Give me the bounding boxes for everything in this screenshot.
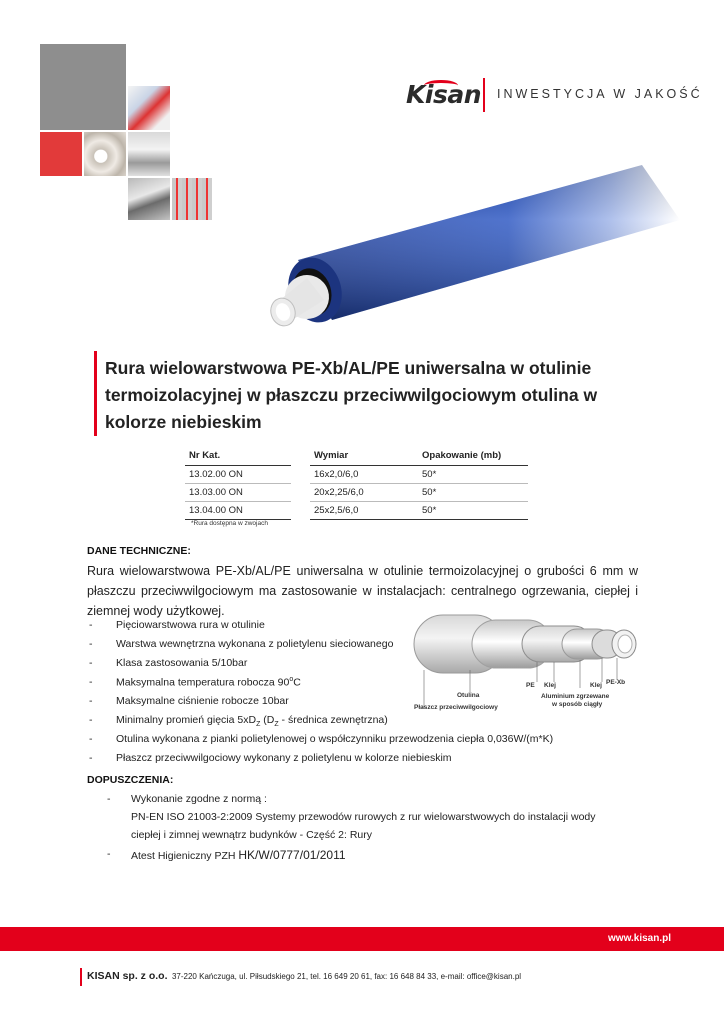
photo-tile-floor-heating: [172, 178, 212, 220]
label-otulina: Otulina: [457, 692, 480, 699]
label-klej-2: Klej: [590, 682, 602, 689]
company-logo: Kisan: [406, 80, 481, 109]
photo-tile-bath: [128, 178, 170, 220]
logo-divider: [483, 78, 485, 112]
table-row: 16x2,0/6,0 50*: [310, 466, 528, 484]
title-accent-bar: [94, 351, 97, 436]
company-address: 37-220 Kańczuga, ul. Piłsudskiego 21, tel. 16 649 20 61, fax: 16 648 84 33, e-mail: office@kisan.pl: [171, 972, 522, 981]
table-footnote: *Rura dostępna w zwojach: [191, 520, 268, 527]
catalog-table-left: [185, 447, 291, 520]
tagline: INWESTYCJA W JAKOŚĆ: [497, 87, 703, 101]
insulated-pipe-illustration: [262, 160, 682, 330]
table-row: 13.02.00 ON: [185, 466, 291, 484]
gray-tile: [40, 44, 126, 130]
tech-heading: DANE TECHNICZNE:: [87, 545, 191, 557]
table-header: [310, 447, 528, 466]
label-pexb: PE-Xb: [606, 679, 626, 686]
tech-intro: Rura wielowarstwowa PE-Xb/AL/PE uniwersalna w otulinie termoizolacyjnej o grubości 6 mm w płaszczu przeciwwilgociowym ma zastosowanie w instalacjach: centralnego ogrzewania, ciepłej i ziemnej wody użytkowej.: [87, 564, 638, 618]
table-row: 20x2,25/6,0 50*: [310, 484, 528, 502]
photo-tile-pipes: [84, 132, 126, 176]
approval-standard-2: ciepłej i zimnej wewnątrz budynków - Część 2: Rury: [131, 829, 373, 841]
approvals-heading: DOPUSZCZENIA:: [87, 774, 174, 786]
table-row: 25x2,5/6,0 50*: [310, 502, 528, 520]
table-row: 13.04.00 ON: [185, 502, 291, 520]
label-pe: PE: [526, 682, 535, 689]
label-plaszcz: Płaszcz przeciwwilgociowy: [414, 704, 498, 711]
header-opakowanie: Opakowanie (mb): [422, 450, 502, 461]
footer-contact: [87, 970, 521, 982]
red-tile: [40, 132, 82, 176]
approval-standard: PN-EN ISO 21003-2:2009 Systemy przewodów rurowych z rur wielowarstwowych do instalacji wody: [131, 811, 596, 823]
label-klej-1: Klej: [544, 682, 556, 689]
table-header-kat: Nr Kat.: [185, 447, 291, 466]
catalog-table-right: [310, 447, 528, 520]
footer-accent-bar: [80, 968, 82, 986]
photo-tile-heating: [128, 86, 170, 130]
table-row: 13.03.00 ON: [185, 484, 291, 502]
photo-tile-bathroom: [128, 132, 170, 176]
company-name: KISAN sp. z o.o.: [87, 970, 168, 982]
label-aluminium: Aluminium zgrzewane: [541, 693, 610, 700]
product-title: Rura wielowarstwowa PE-Xb/AL/PE uniwersalna w otulinie termoizolacyjnej w płaszczu przeciwwilgociowym otulina w kolorze niebieskim: [105, 358, 598, 432]
label-aluminium-2: w sposób ciągły: [552, 701, 603, 708]
website-link[interactable]: www.kisan.pl: [608, 933, 671, 944]
header-wymiar: Wymiar: [314, 450, 349, 461]
